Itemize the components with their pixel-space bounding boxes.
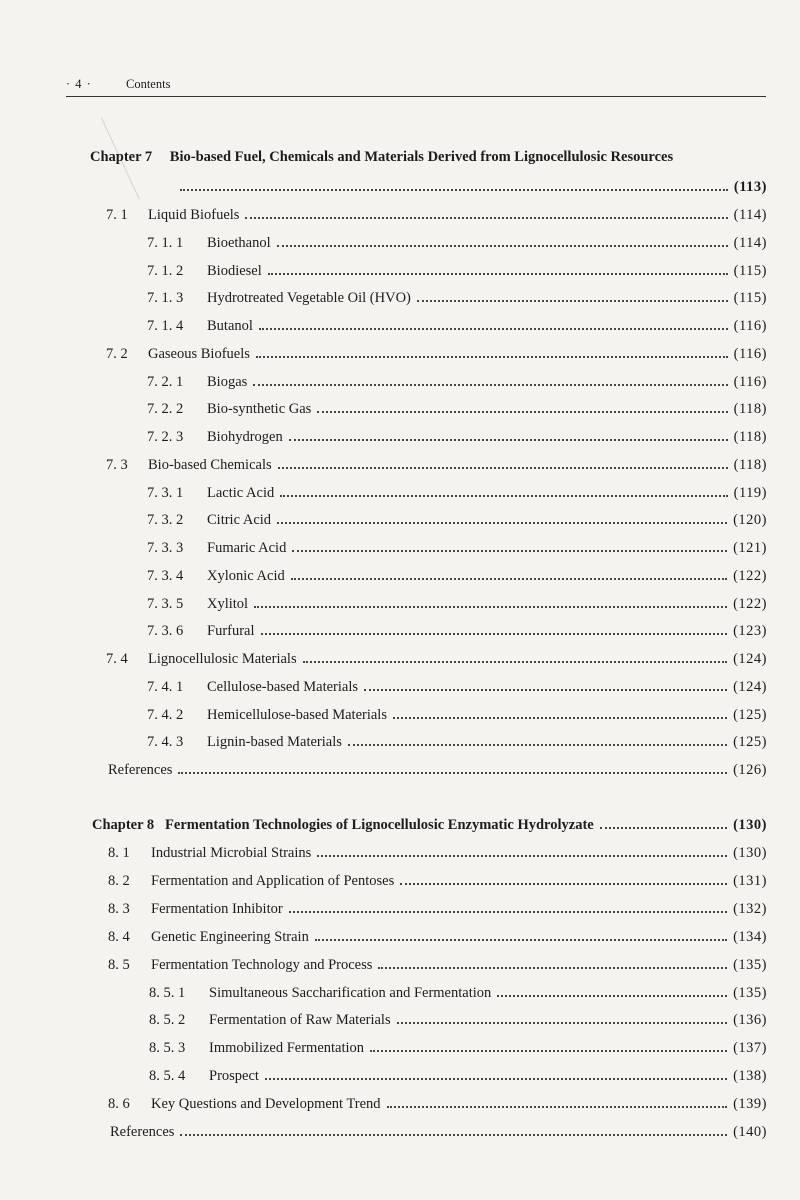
- leader-dots: [370, 1049, 727, 1052]
- toc-entry[interactable]: [106, 644, 767, 668]
- toc-entry-title: Lignocellulosic Materials: [148, 651, 297, 667]
- toc-entry-number: 8. 5. 1: [149, 984, 186, 1001]
- toc-entry-number: 8. 4: [108, 928, 130, 945]
- chapter-7-label: Chapter 7: [90, 149, 153, 165]
- toc-entry[interactable]: [147, 311, 767, 335]
- leader-dots: [378, 966, 727, 969]
- leader-dots: [259, 327, 728, 330]
- toc-entry-page: (118): [733, 456, 767, 473]
- chapter-7-page-line[interactable]: [180, 172, 767, 196]
- toc-entry-number: 8. 5: [108, 956, 130, 973]
- toc-entry-page: (115): [733, 262, 767, 279]
- toc-entry[interactable]: [147, 283, 767, 307]
- toc-entry[interactable]: [149, 1033, 767, 1057]
- leader-dots: [387, 1105, 728, 1108]
- leader-dots: [291, 577, 727, 580]
- toc-entry-page: (138): [733, 1068, 767, 1085]
- toc-entry[interactable]: [147, 394, 767, 418]
- chapter-8-label: Chapter 8: [92, 817, 155, 833]
- toc-entry-number: 7. 2: [106, 345, 128, 362]
- toc-entry-page: (116): [733, 373, 767, 390]
- toc-entry[interactable]: [108, 894, 767, 918]
- toc-entry-title: Hemicellulose-based Materials: [207, 706, 387, 723]
- toc-entry[interactable]: [147, 422, 767, 446]
- toc-entry-number: 7. 1. 2: [147, 262, 184, 279]
- toc-entry-title: Fermentation and Application of Pentoses: [151, 872, 395, 889]
- toc-entry-number: 7. 4. 2: [147, 706, 184, 723]
- toc-entry-page: (135): [733, 984, 767, 1001]
- toc-entry[interactable]: [149, 978, 767, 1002]
- toc-references-entry[interactable]: [110, 1117, 767, 1141]
- toc-entry-page: (123): [733, 623, 767, 640]
- toc-entry[interactable]: [147, 589, 767, 613]
- toc-entry-title: Biohydrogen: [207, 429, 283, 445]
- toc-entry[interactable]: [147, 616, 767, 640]
- toc-entry-title: References: [108, 762, 173, 778]
- toc-entry-page: (116): [733, 318, 767, 334]
- toc-entry-page: (135): [733, 956, 767, 973]
- leader-dots: [278, 466, 728, 469]
- leader-dots: [268, 272, 728, 275]
- toc-entry-page: (119): [733, 484, 767, 501]
- toc-entry-title: Prospect: [209, 1068, 259, 1085]
- toc-entry-page: (132): [733, 900, 767, 917]
- toc-entry-title: Furfural: [207, 623, 255, 640]
- leader-dots: [364, 688, 727, 691]
- leader-dots: [417, 299, 728, 302]
- toc-entry-title: Xylitol: [207, 595, 249, 612]
- toc-entry-title: Butanol: [207, 318, 253, 334]
- toc-entry-page: (125): [733, 706, 767, 723]
- toc-entry[interactable]: [108, 950, 767, 974]
- toc-entry-number: 7. 2. 3: [147, 429, 184, 445]
- toc-entry-number: 8. 5. 4: [149, 1068, 186, 1085]
- toc-entry-number: 7. 3: [106, 456, 128, 473]
- toc-entry-title: Bioethanol: [207, 234, 271, 251]
- toc-entry-page: (124): [733, 651, 767, 667]
- toc-entry-title: Xylonic Acid: [207, 567, 285, 584]
- toc-references-entry[interactable]: [108, 755, 767, 779]
- toc-entry-page: (118): [733, 401, 767, 418]
- toc-entry-number: 7. 1. 3: [147, 290, 184, 307]
- leader-dots: [254, 605, 727, 608]
- toc-entry-number: 7. 3. 4: [147, 567, 184, 584]
- header-page-number: · 4 ·: [66, 77, 92, 91]
- leader-dots: [497, 994, 727, 997]
- toc-entry-page: (125): [733, 734, 767, 751]
- toc-entry-number: 7. 4. 1: [147, 678, 184, 695]
- toc-entry[interactable]: [147, 672, 767, 696]
- toc-entry-page: (140): [733, 1124, 767, 1140]
- toc-entry-page: (115): [733, 290, 767, 307]
- toc-entry-number: 8. 1: [108, 845, 130, 861]
- leader-dots: [280, 494, 727, 497]
- leader-dots: [393, 716, 727, 719]
- toc-entry-title: References: [110, 1124, 175, 1140]
- toc-entry-number: 7. 3. 1: [147, 484, 184, 501]
- leader-dots: [180, 1133, 727, 1136]
- leader-dots: [400, 882, 727, 885]
- toc-entry[interactable]: [147, 256, 767, 280]
- toc-entry-number: 8. 2: [108, 872, 130, 889]
- toc-entry-page: (114): [733, 207, 767, 223]
- leader-dots: [348, 743, 727, 746]
- toc-entry-page: (122): [733, 595, 767, 612]
- toc-entry[interactable]: [149, 1005, 767, 1029]
- toc-entry-page: (130): [733, 845, 767, 861]
- toc-entry[interactable]: [106, 200, 767, 224]
- toc-entry[interactable]: [147, 505, 767, 529]
- toc-entry-number: 7. 4. 3: [147, 734, 184, 751]
- toc-entry[interactable]: [147, 367, 767, 391]
- toc-entry-page: (118): [733, 429, 767, 445]
- toc-entry-number: 7. 3. 2: [147, 512, 184, 529]
- toc-entry-title: Key Questions and Development Trend: [151, 1096, 381, 1113]
- leader-dots: [317, 854, 727, 857]
- toc-entry-title: Biodiesel: [207, 262, 262, 279]
- leader-dots: [289, 438, 728, 441]
- toc-entry-page: (124): [733, 678, 767, 695]
- toc-entry-number: 8. 3: [108, 900, 130, 917]
- chapter-7-title: Bio-based Fuel, Chemicals and Materials Derived from Lignocellulosic Resources: [169, 149, 674, 165]
- toc-entry[interactable]: [149, 1061, 767, 1085]
- toc-entry-number: 7. 1. 4: [147, 318, 184, 334]
- chapter-7-page: (113): [733, 179, 767, 195]
- leader-dots: [253, 383, 727, 386]
- toc-entry-title: Industrial Microbial Strains: [151, 845, 312, 861]
- toc-entry-number: 7. 2. 2: [147, 401, 184, 418]
- toc-entry[interactable]: [147, 478, 767, 502]
- leader-dots: [317, 410, 727, 413]
- toc-entry-page: (114): [733, 234, 767, 251]
- toc-entry-page: (139): [733, 1096, 767, 1113]
- leader-dots: [256, 355, 728, 358]
- toc-entry-title: Bio-synthetic Gas: [207, 401, 312, 418]
- chapter-8-page: (130): [733, 817, 767, 833]
- chapter-8-title-wrap: [92, 816, 600, 834]
- leader-dots: [277, 244, 728, 247]
- leader-dots: [292, 549, 727, 552]
- header-running-title: Contents: [126, 77, 171, 91]
- toc-entry-number: 7. 3. 6: [147, 623, 184, 640]
- toc-entry-number: 7. 1. 1: [147, 234, 184, 251]
- toc-entry-title: Genetic Engineering Strain: [151, 928, 309, 945]
- toc-entry-page: (134): [733, 928, 767, 945]
- toc-entry-number: 7. 3. 5: [147, 595, 184, 612]
- leader-dots: [261, 632, 728, 635]
- toc-entry[interactable]: [108, 838, 767, 862]
- toc-entry-title: Fermentation Technology and Process: [151, 956, 373, 973]
- leader-dots: [289, 910, 727, 913]
- toc-entry[interactable]: [108, 866, 767, 890]
- leader-dots: [600, 826, 727, 829]
- toc-entry-page: (122): [733, 567, 767, 584]
- toc-entry-number: 7. 3. 3: [147, 540, 184, 556]
- toc-entry-title: Citric Acid: [207, 512, 272, 529]
- running-header: [66, 74, 766, 97]
- toc-entry-title: Fumaric Acid: [207, 540, 287, 556]
- chapter-8-title: Fermentation Technologies of Lignocellulosic Enzymatic Hydrolyzate: [165, 817, 594, 833]
- toc-entry[interactable]: [147, 700, 767, 724]
- leader-dots: [315, 938, 727, 941]
- toc-entry-number: 7. 2. 1: [147, 373, 184, 390]
- toc-entry-title: Lignin-based Materials: [207, 734, 342, 751]
- chapter-8-heading[interactable]: [92, 810, 767, 834]
- toc-entry-title: Cellulose-based Materials: [207, 678, 358, 695]
- toc-entry-page: (137): [733, 1040, 767, 1057]
- toc-entry[interactable]: [147, 727, 767, 751]
- leader-dots: [180, 188, 728, 191]
- toc-entry-title: Immobilized Fermentation: [209, 1040, 365, 1057]
- toc-entry[interactable]: [147, 533, 767, 557]
- toc-entry-title: Simultaneous Saccharification and Fermentation: [209, 984, 492, 1001]
- chapter-7-heading[interactable]: [90, 149, 673, 166]
- toc-entry-page: (116): [733, 345, 767, 362]
- toc-entry-number: 8. 5. 2: [149, 1012, 186, 1029]
- toc-entry[interactable]: [147, 561, 767, 585]
- toc-entry-title: Hydrotreated Vegetable Oil (HVO): [207, 290, 411, 307]
- leader-dots: [178, 771, 727, 774]
- toc-entry-page: (131): [733, 872, 767, 889]
- toc-entry-page: (120): [733, 512, 767, 529]
- toc-entry-page: (136): [733, 1012, 767, 1029]
- leader-dots: [277, 521, 727, 524]
- toc-entry-number: 7. 4: [106, 651, 128, 667]
- toc-entry-title: Bio-based Chemicals: [148, 456, 272, 473]
- toc-entry-title: Gaseous Biofuels: [148, 345, 250, 362]
- toc-entry-page: (121): [733, 540, 767, 556]
- toc-entry[interactable]: [106, 339, 767, 363]
- leader-dots: [397, 1021, 727, 1024]
- toc-entry[interactable]: [108, 1089, 767, 1113]
- toc-entry-title: Lactic Acid: [207, 484, 275, 501]
- toc-entry-number: 8. 5. 3: [149, 1040, 186, 1057]
- toc-entry-number: 8. 6: [108, 1096, 130, 1113]
- leader-dots: [265, 1077, 727, 1080]
- toc-entry[interactable]: [106, 450, 767, 474]
- toc-entry-number: 7. 1: [106, 207, 128, 223]
- toc-entry-title: Liquid Biofuels: [148, 207, 240, 223]
- leader-dots: [303, 660, 727, 663]
- toc-entry[interactable]: [108, 922, 767, 946]
- toc-entry-title: Fermentation of Raw Materials: [209, 1012, 391, 1029]
- toc-entry[interactable]: [147, 228, 767, 252]
- leader-dots: [245, 216, 727, 219]
- toc-entry-page: (126): [733, 762, 767, 778]
- toc-entry-title: Fermentation Inhibitor: [151, 900, 283, 917]
- toc-entry-title: Biogas: [207, 373, 248, 390]
